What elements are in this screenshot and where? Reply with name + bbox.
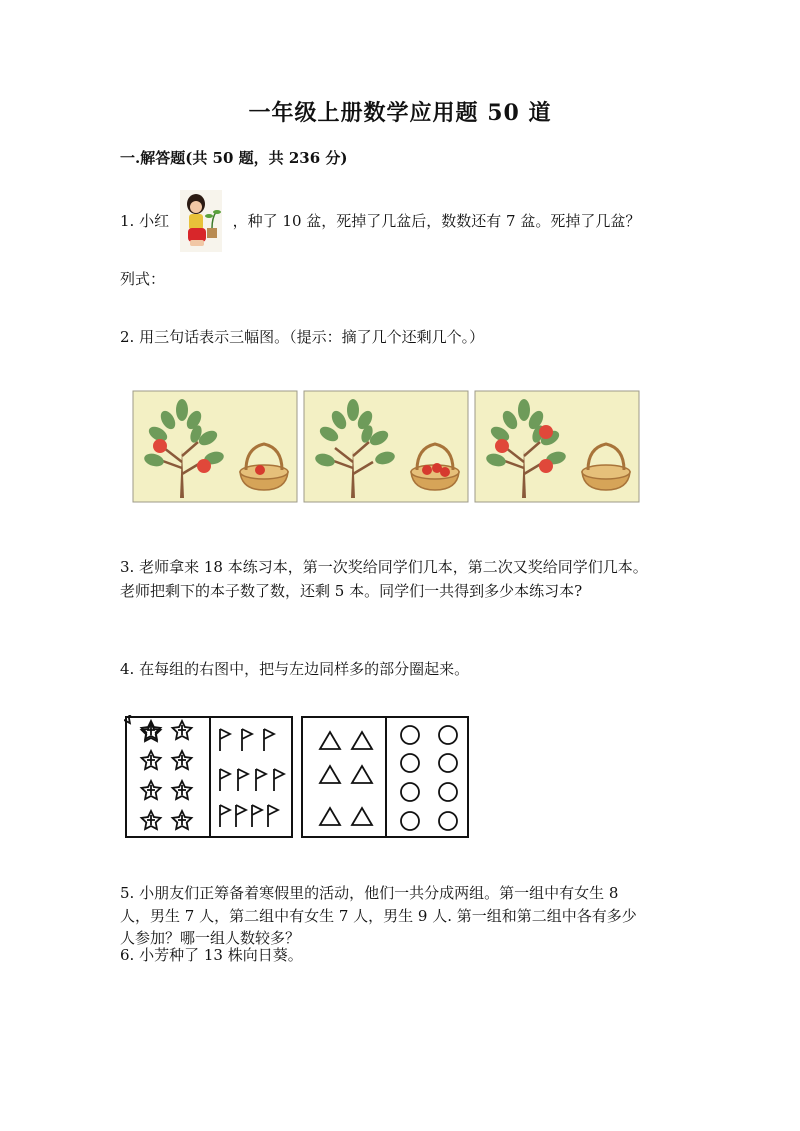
question-3-line-2: 老师把剩下的本子数了数，还剩 5 本。同学们一共得到多少本练习本? — [120, 582, 583, 600]
picture-panel-3 — [475, 391, 639, 502]
question-6: 6. 小芳种了 13 株向日葵。 — [120, 946, 303, 964]
picture-panel-2 — [304, 391, 468, 502]
section-heading: 一.解答题(共 50 题，共 236 分) — [120, 149, 348, 167]
question-1 — [120, 190, 640, 252]
question-1-before: 1. 小红 — [120, 212, 170, 230]
question-1-after: ，种了 10 盆，死掉了几盆后，数数还有 7 盆。死掉了几盆？ — [232, 212, 641, 230]
shape-grouping-figure — [124, 715, 472, 839]
question-4: 4. 在每组的右图中，把与左边同样多的部分圈起来。 — [120, 660, 470, 678]
page-title: 一年级上册数学应用题 50 道 — [248, 100, 552, 126]
answer-label: 列式： — [120, 270, 166, 288]
question-5-line-1: 5. 小朋友们正筹备着寒假里的活动，他们一共分成两组。第一组中有女生 8 — [120, 884, 619, 902]
question-3-line-1: 3. 老师拿来 18 本练习本，第一次奖给同学们几本，第二次又奖给同学们几本。 — [120, 558, 648, 576]
apple-tree-pictures — [132, 390, 640, 505]
question-2: 2. 用三句话表示三幅图。（提示：摘了几个还剩几个。） — [120, 328, 485, 346]
picture-panel-1 — [133, 391, 297, 502]
question-5-line-2: 人，男生 7 人，第二组中有女生 7 人，男生 9 人. 第一组和第二组中各有多少 — [120, 907, 637, 925]
girl-planting-illustration — [180, 190, 222, 252]
question-5-line-3: 人参加？哪一组人数较多？ — [120, 929, 301, 947]
